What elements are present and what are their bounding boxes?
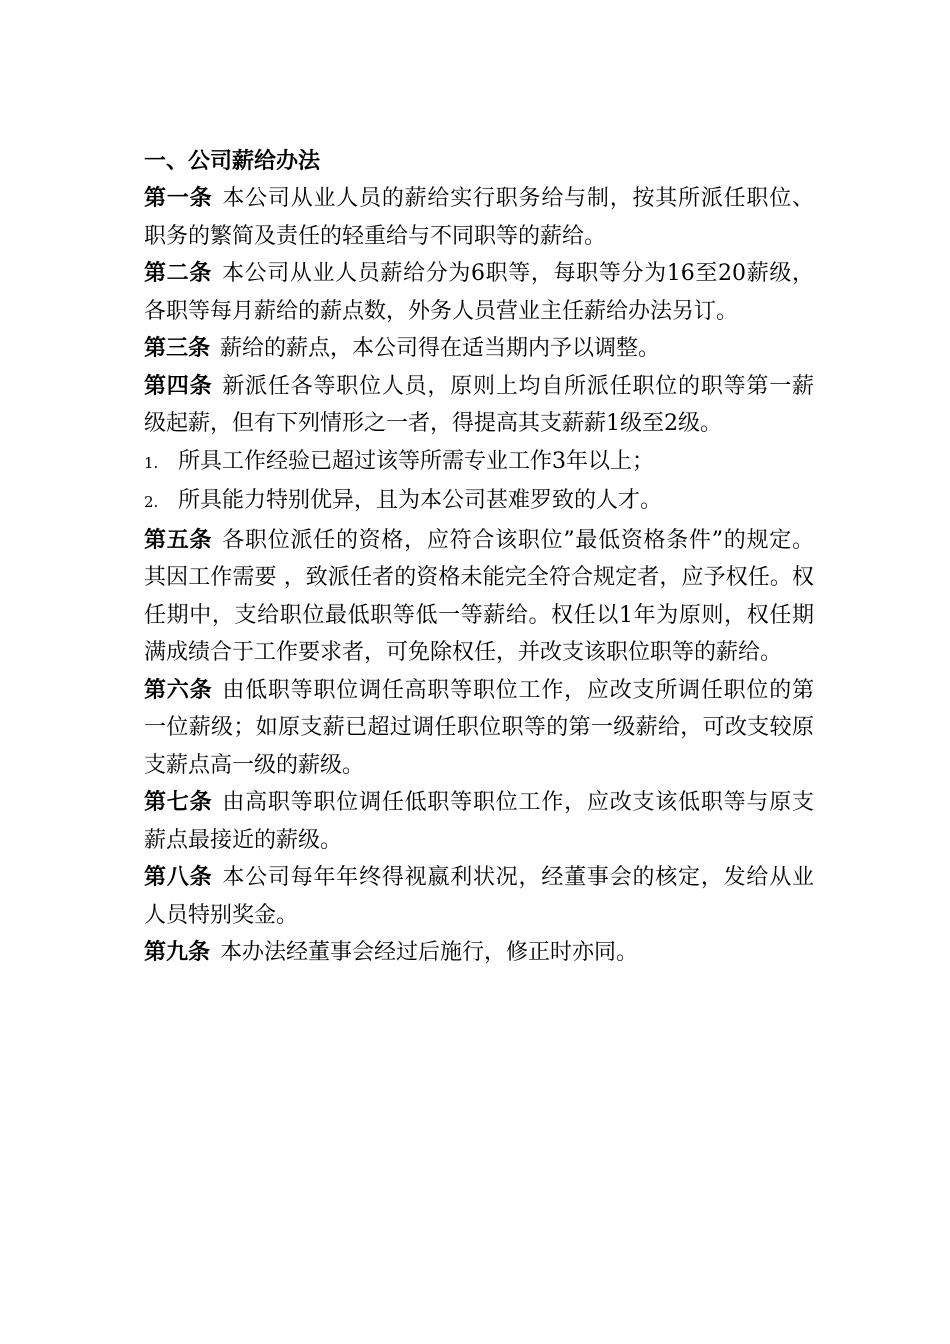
list-number: 2. (144, 493, 159, 511)
article-label: 第三条 (144, 336, 211, 361)
article-text: 本公司从业人员的薪给实行职务给与制，按其所派任职位、职务的繁简及责任的轻重给与不同职等的薪给。 (144, 186, 814, 249)
article-3 (144, 330, 814, 368)
article-4-item-1 (144, 443, 814, 483)
article-label: 第五条 (144, 527, 213, 553)
article-6 (144, 672, 814, 785)
article-text: 由低职等职位调任高职等职位工作，应改支所调任职位的第一位薪级；如原支薪已超过调任职位职等的第一级薪给，可改支较原支薪点高一级的薪级。 (144, 677, 814, 778)
list-number: 1. (144, 453, 159, 472)
article-8 (144, 859, 814, 934)
article-9 (144, 934, 814, 972)
article-4-item-2 (144, 482, 814, 522)
article-5 (144, 522, 814, 672)
article-label: 第八条 (144, 865, 213, 890)
article-label: 第一条 (144, 186, 213, 211)
article-text: 由高职等职位调任低职等职位工作，应改支该低职等与原支薪点最接近的薪级。 (144, 790, 814, 853)
article-text: 本公司每年年终得视嬴利状况，经董事会的核定，发给从业人员特别奖金。 (144, 865, 814, 928)
document-title: 一、公司薪给办法 (144, 149, 321, 174)
article-label: 第七条 (144, 790, 213, 815)
article-4 (144, 368, 814, 443)
article-7 (144, 784, 814, 859)
article-label: 第六条 (144, 677, 213, 703)
article-1 (144, 180, 814, 255)
article-label: 第二条 (144, 261, 212, 286)
article-label: 第九条 (144, 940, 211, 965)
article-text: 新派任各等职位人员，原则上均自所派任职位的职等第一薪级起薪，但有下列情形之一者，得提高其支薪薪1级至2级。 (144, 373, 814, 436)
article-text: 本办法经董事会经过后施行，修正时亦同。 (220, 940, 639, 965)
article-text: 薪给的薪点，本公司得在适当期内予以调整。 (220, 336, 661, 361)
article-text: 各职位派任的资格，应符合该职位”最低资格条件”的规定。其因工作需要 ，致派任者的资格未能完全符合规定者，应予权任。权任期中，支给职位最低职等低一等薪给。权任以1年为原则，权任期满成绩合于工作要求者，可免除权任，并改支该职位职等的薪给。 (144, 527, 814, 665)
document-page (144, 143, 814, 972)
list-text: 所具能力特别优异，且为本公司甚难罗致的人才。 (178, 488, 663, 513)
list-text: 所具工作经验已超过该等所需专业工作3年以上； (178, 448, 654, 474)
article-label: 第四条 (144, 373, 213, 399)
article-2 (144, 255, 814, 330)
article-text: 本公司从业人员薪给分为6职等，每职等分为16至20薪级，各职等每月薪给的薪点数，外务人员营业主任薪给办法另订。 (144, 261, 814, 324)
